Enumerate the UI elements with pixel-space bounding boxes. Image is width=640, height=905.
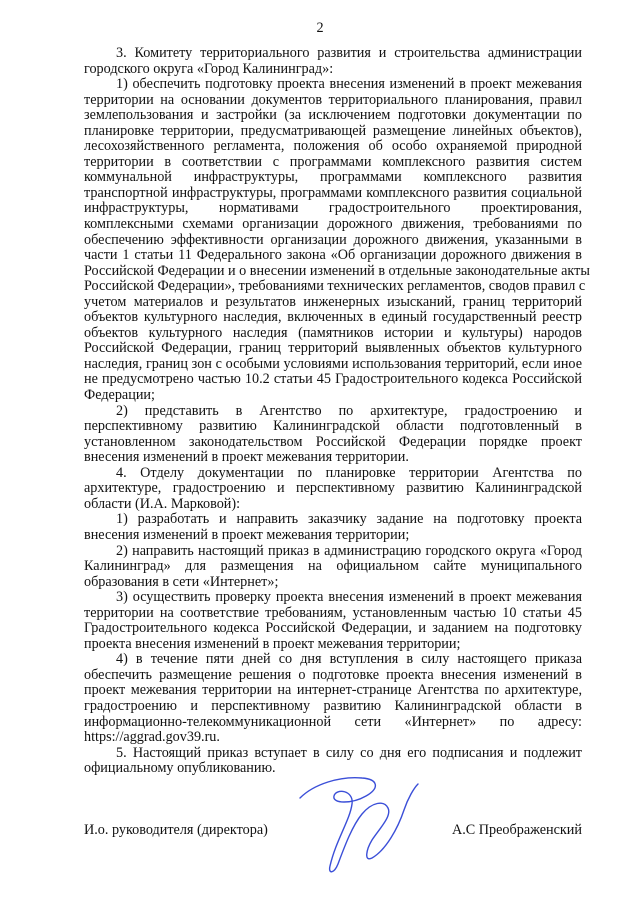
paragraph-line: перспективному развитию Калининградской области подготовленный в — [84, 418, 582, 435]
paragraph-line: инфраструктуры, нормативами градостроительного проектирования, — [84, 200, 582, 217]
paragraph-line: объектов культурного наследия, включенных в единый государственный реестр — [84, 309, 582, 326]
paragraph-line: обеспечить размещение решения о подготовке проекта внесения изменений в — [84, 666, 582, 683]
paragraph-line: Калининград» для размещения на официальном сайте муниципального — [84, 558, 582, 575]
paragraph-line: официальному опубликованию. — [84, 760, 276, 777]
paragraph-line: 5. Настоящий приказ вступает в силу со дня его подписания и подлежит — [116, 744, 582, 761]
paragraph-line: территории на соответствие требованиям, установленным частью 10 статьи 45 — [84, 604, 582, 621]
page-number: 2 — [316, 20, 324, 36]
paragraph — [84, 512, 582, 543]
paragraph-line: образования в сети «Интернет»; — [84, 573, 279, 590]
paragraph-line: объектов культурного наследия (памятников истории и культуры) народов — [84, 324, 582, 341]
paragraph-line: Российской Федерации, границ территорий выявленных объектов культурного — [84, 340, 582, 357]
paragraph-line: https://aggrad.gov39.ru. — [84, 729, 220, 746]
paragraph-line: Градостроительного кодекса Российской Федерации, и заданием на подготовку — [84, 620, 582, 637]
signatory-position: И.о. руководителя (директора) — [84, 822, 268, 838]
paragraph-line: коммунальной инфраструктуры, программами комплексного развития — [84, 169, 582, 186]
paragraph-line: территории на основании документов территориального планирования, правил — [84, 91, 582, 108]
paragraph-line: информационно-телекоммуникационной сети «Интернет» по адресу: — [84, 713, 582, 730]
paragraph-line: внесения изменений в проект межевания территории; — [84, 526, 410, 543]
paragraph — [84, 590, 582, 652]
paragraph-line: 1) обеспечить подготовку проекта внесения изменений в проект межевания — [116, 76, 582, 93]
paragraph — [84, 544, 582, 591]
paragraph-line: 2) представить в Агентство по архитектуре, градостроению и — [116, 402, 582, 419]
paragraph-line: 4) в течение пяти дней со дня вступления в силу настоящего приказа — [116, 651, 582, 668]
paragraph-line: Российской Федерации и о внесении изменений в отдельные законодательные акты — [84, 262, 590, 279]
paragraph — [84, 404, 582, 466]
paragraph-line: области (И.А. Марковой): — [84, 495, 241, 512]
paragraph-line: транспортной инфраструктуры, программами комплексного развития социальной — [84, 184, 582, 201]
paragraph-line: 3. Комитету территориального развития и строительства администрации — [116, 45, 582, 61]
paragraph-line: части 1 статьи 11 Федерального закона «Об организации дорожного движения в — [84, 247, 582, 264]
paragraph-line: учетом материалов и результатов инженерных изысканий, границ территорий — [84, 293, 582, 310]
signature-block — [84, 822, 582, 840]
paragraph-line: территории в соответствии с программами комплексного развития систем — [84, 153, 582, 170]
paragraph-line: городского округа «Город Калининград»: — [84, 60, 334, 77]
paragraph-line: не предусмотрено частью 10.2 статьи 45 Градостроительного кодекса Российской — [84, 371, 582, 388]
paragraph-line: 3) осуществить проверку проекта внесения изменений в проект межевания — [116, 589, 582, 606]
paragraph-line: землепользования и застройки (за исключением подготовки документации по — [84, 107, 582, 124]
paragraph-line: архитектуре, градостроению и перспективному развитию Калининградской — [84, 480, 582, 497]
paragraph-line: комплексными схемами организации дорожного движения, требованиями по — [84, 216, 582, 233]
paragraph-line: обеспечению эффективности организации дорожного движения, указанными в — [84, 231, 582, 248]
paragraph — [84, 466, 582, 513]
paragraph-line: Российской Федерации», требованиями технических регламентов, сводов правил с — [84, 278, 586, 295]
paragraph-line: внесения изменений в проект межевания территории. — [84, 449, 409, 466]
paragraph-line: 4. Отделу документации по планировке территории Агентства по — [116, 464, 582, 481]
document-body — [84, 45, 590, 777]
signatory-name: А.С Преображенский — [451, 822, 582, 838]
paragraph-line: 2) направить настоящий приказ в администрацию городского округа «Город — [116, 542, 582, 559]
paragraph-line: лесохозяйственного регламента, положения об особо охраняемой природной — [84, 138, 582, 155]
paragraph-line: проект межевания территории на интернет-странице Агентства по архитектуре, — [84, 682, 582, 699]
paragraph-line: планировке территории, предусматривающей размещение линейных объектов), — [84, 122, 582, 139]
paragraph — [84, 652, 582, 745]
paragraph — [84, 46, 582, 77]
paragraph-line: установленном законодательством Российской Федерации порядке проект — [84, 433, 582, 450]
paragraph-line: градостроению и перспективному развитию Калининградской области в — [84, 697, 582, 714]
paragraph-line: 1) разработать и направить заказчику задание на подготовку проекта — [116, 511, 582, 528]
paragraph — [84, 76, 590, 404]
paragraph-line: наследия, границ зон с особыми условиями использования территорий, если иное — [84, 355, 582, 372]
paragraph-line: Федерации; — [84, 387, 155, 404]
paragraph-line: проекта внесения изменений в проект межевания территории; — [84, 635, 461, 652]
